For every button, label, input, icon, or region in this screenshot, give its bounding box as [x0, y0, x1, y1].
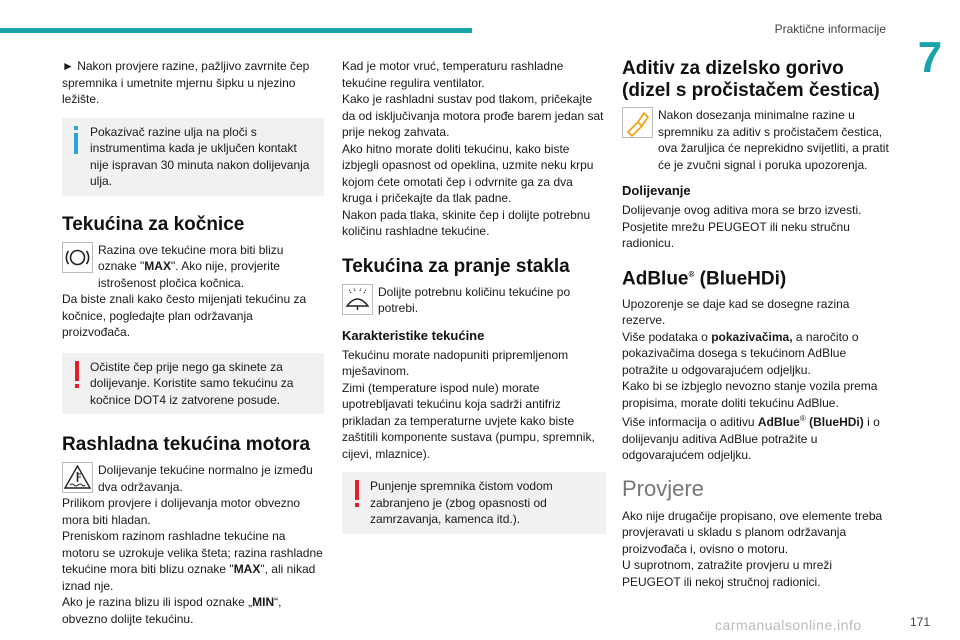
washer-fluid-icon [342, 284, 373, 315]
washer-text: Dolijte potrebnu količinu tekućine po potrebi. [378, 284, 571, 315]
coolant-text-4a: Ako je razina blizu ili ispod oznake „ [62, 595, 253, 609]
adblue-heading [622, 264, 890, 290]
warning-icon [70, 360, 84, 390]
adblue-bold: AdBlue [757, 415, 800, 430]
indicators-link-text: pokazivačima, [711, 329, 793, 344]
coolant-text-3b: ", ali nikad iznad nje. [62, 562, 316, 593]
adblue-text-4 [622, 411, 890, 464]
checks-text-2: U suprotnom, zatražite provjeru u mreži PEUGEOT ili nekoj stručnoj radionici. [622, 558, 833, 589]
column-1 [62, 58, 324, 627]
adblue-text-4e: i o dolijevanju aditiva AdBlue potražite u odgovarajućem odjeljku. [622, 415, 880, 463]
adblue-text-2a: Više podataka o [622, 329, 712, 344]
after-pressure-text: Nakon pada tlaka, skinite čep i dolijte potrebnu količinu rashladne tekućine. [342, 207, 591, 238]
urgent-refill-text: Ako hitno morate doliti tekućinu, kako biste izbjegli opasnost od opeklina, uzmite neku krpu kojom ćete omotati čep i odvrnite ga za dva kruga i pričekajte da tlak padne. [342, 141, 594, 205]
column-2 [342, 58, 606, 534]
brake-text [62, 242, 324, 292]
adblue-text-4a: Više informacija o aditivu [622, 415, 758, 430]
adblue-text-2c: a naročito o pokazivačima dosega s tekućinom AdBlue potražite u odgovarajućem odjeljku. [622, 329, 859, 377]
refill-heading: Dolijevanje [622, 183, 691, 198]
chapter-number: 7 [917, 33, 943, 82]
bluehdi-bold: (BlueHDi) [805, 415, 864, 430]
brake-max-label: MAX [144, 259, 171, 273]
coolant-block [62, 462, 324, 627]
header-accent-bar [0, 28, 472, 33]
coolant-temperature-icon [62, 462, 93, 493]
column-3 [622, 58, 890, 590]
washer-block [342, 284, 606, 318]
brake-text-a: Razina ove tekućine mora biti blizu oznake " [98, 242, 284, 273]
fluid-characteristics-heading: Karakteristike tekućine [342, 327, 485, 343]
refill-text: Dolijevanje ovog aditiva mora se brzo izvesti. Posjetite mrežu PEUGEOT ili neku stručnu radionicu. [622, 203, 862, 250]
coolant-text-1: Dolijevanje tekućine normalno je između dva održavanja. [98, 463, 313, 494]
adblue-text-2 [622, 329, 890, 379]
info-text: Pokazivač razine ulja na ploči s instrumentima kada je uključen kontakt nije ispravan 30 minuta nakon dolijevanja ulja. [90, 124, 310, 188]
coolant-text-4b: “, obvezno dolijte tekućinu. [62, 595, 282, 626]
pressure-text: Kako je rashladni sustav pod tlakom, pričekajte da od isključivanja motora prođe barem jedan sat prije nekog zahvata. [342, 92, 604, 139]
fuel-additive-icon [622, 107, 653, 138]
warning-icon [350, 479, 364, 509]
adblue-heading-name: AdBlue [622, 267, 689, 289]
coolant-text-2: Prilikom provjere i dolijevanja motor obvezno mora biti hladan. [62, 496, 301, 527]
registered-mark: ® [688, 269, 695, 279]
diesel-text: Nakon dosezanja minimalne razine u spremniku za aditiv s pročistačem čestica, ova žaruljica će neprekidno svijetliti, a pratit će je zvučni signal i poruka upozorenja. [658, 108, 889, 172]
intro-paragraph: ► Nakon provjere razine, pažljivo zavrnite čep spremnika i umetnite mjernu šipku u njezino ležište. [62, 59, 310, 106]
adblue-reg-mark: ® [799, 414, 806, 424]
page-number: 171 [910, 615, 931, 629]
brake-text-2: Da biste znali kako često mijenjati tekućinu za kočnice, pogledajte plan održavanja proizvođača. [62, 292, 307, 339]
coolant-min-label: MIN [252, 595, 275, 609]
coolant-text-3a: Preniskom razinom rashladne tekućine na motoru se uzrokuje velika šteta; razina rashladne tekućine mora biti blizu oznake " [62, 529, 323, 576]
brake-block [62, 242, 324, 341]
brake-warning-icon [62, 242, 93, 273]
coolant-max-label: MAX [233, 562, 261, 576]
adblue-text-3: Kako bi se izbjeglo nevozno stanje vozila prema propisima, morate doliti tekućinu AdBlue. [622, 379, 878, 410]
diesel-additive-heading: Aditiv za dizelsko gorivo (dizel s pročistačem čestica) [622, 58, 880, 101]
warning-box-washer [342, 472, 606, 534]
coolant-text-4 [62, 594, 324, 627]
characteristics-text-2: Zimi (temperature ispod nule) morate upotrebljavati tekućinu koja sadrži antifriz prikladan za temperaturne uvjete kako biste zaštitili komponente sustava (pumpu, spremnik, cijevi, mlaznice). [342, 380, 595, 461]
checks-heading: Provjere [622, 475, 704, 501]
info-icon [69, 125, 83, 155]
info-box [62, 118, 324, 196]
warning-box-brake [62, 353, 324, 415]
washer-fluid-heading: Tekućina za pranje stakla [342, 255, 570, 277]
checks-text-1: Ako nije drugačije propisano, ove elemente treba provjeravati u skladu s planom održavanja proizvođača i, ovisno o motoru. [622, 508, 883, 556]
characteristics-text-1: Tekućinu morate nadopuniti pripremljenom mješavinom. [342, 347, 569, 378]
brake-text-b: ". Ako nije, provjerite istrošenost pločica kočnica. [98, 259, 280, 290]
diesel-block [622, 107, 890, 173]
coolant-hot-text: Kad je motor vruć, temperaturu rashladne tekućine regulira ventilator. [342, 59, 564, 90]
adblue-heading-suffix: (BlueHDi) [694, 267, 787, 289]
section-title: Praktične informacije [774, 22, 886, 36]
warning-text-brake: Očistite čep prije nego ga skinete za dolijevanje. Koristite samo tekućinu za kočnice DOT4 iz zatvorene posude. [90, 359, 294, 407]
coolant-text-3 [62, 528, 324, 594]
adblue-text-1: Upozorenje se daje kad se dosegne razina rezerve. [622, 296, 850, 328]
watermark: carmanualsonline.info [715, 617, 862, 633]
coolant-heading: Rashladna tekućina motora [62, 434, 311, 455]
warning-text-washer: Punjenje spremnika čistom vodom zabranjeno je (zbog opasnosti od zamrzavanja, kamenca itd.). [370, 479, 553, 526]
brake-fluid-heading: Tekućina za kočnice [62, 213, 245, 235]
